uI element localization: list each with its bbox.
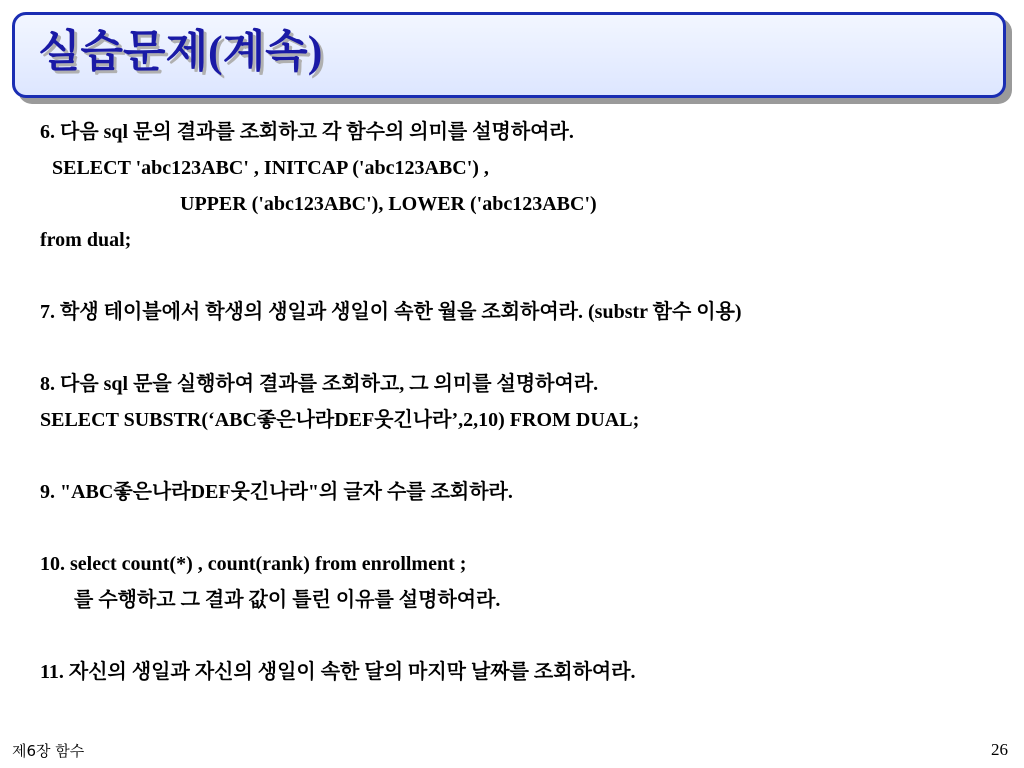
- title-sub: 계속: [222, 26, 308, 77]
- problem-6-sql-line-2: UPPER ('abc123ABC'), LOWER ('abc123ABC'): [180, 193, 597, 215]
- footer-page-number: 26: [991, 740, 1008, 759]
- problem-8-question: 8. 다음 sql 문을 실행하여 결과를 조회하고, 그 의미를 설명하여라.: [40, 373, 599, 395]
- problem-6-question: 6. 다음 sql 문의 결과를 조회하고 각 함수의 의미를 설명하여라.: [40, 121, 574, 143]
- spacer: [40, 618, 1000, 654]
- slide-title: [38, 22, 322, 82]
- problem-9-question: 9. "ABC좋은나라DEF웃긴나라"의 글자 수를 조회하라.: [40, 481, 513, 503]
- title-paren-close: ): [307, 27, 323, 76]
- problem-10-question: 를 수행하고 그 결과 값이 틀린 이유를 설명하여라.: [74, 589, 501, 611]
- slide-body: [40, 114, 1000, 690]
- problem-8-sql: SELECT SUBSTR(‘ABC좋은나라DEF웃긴나라’,2,10) FROM DUAL;: [40, 409, 640, 431]
- problem-10-sql: 10. select count(*) , count(rank) from enrollment ;: [40, 553, 467, 575]
- title-paren-open: (: [208, 27, 223, 76]
- problem-6-sql-line-1: SELECT 'abc123ABC' , INITCAP ('abc123ABC') ,: [52, 157, 489, 179]
- problem-6-sql-line-3: from dual;: [40, 229, 132, 251]
- spacer: [40, 330, 1000, 366]
- spacer: [40, 510, 1000, 546]
- problem-7-question: 7. 학생 테이블에서 학생의 생일과 생일이 속한 월을 조회하여라. (substr 함수 이용): [40, 301, 742, 323]
- title-main: 실습문제: [38, 26, 209, 77]
- spacer: [40, 438, 1000, 474]
- footer-chapter: 제6장 함수: [12, 742, 85, 760]
- problem-11-question: 11. 자신의 생일과 자신의 생일이 속한 달의 마지막 날짜를 조회하여라.: [40, 661, 636, 683]
- spacer: [40, 258, 1000, 294]
